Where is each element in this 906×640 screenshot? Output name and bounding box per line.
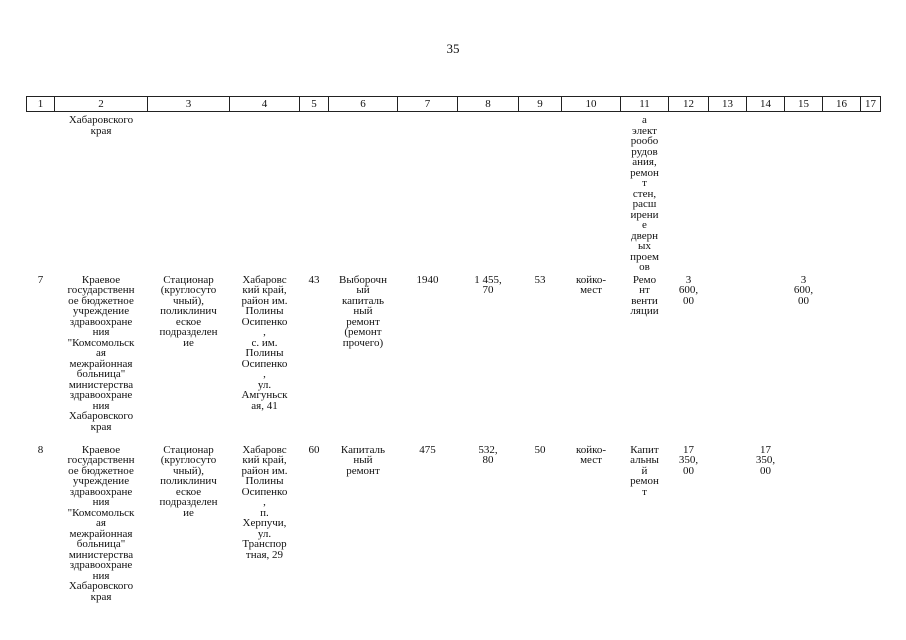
col16-cell bbox=[823, 273, 861, 443]
col17-cell bbox=[861, 443, 881, 615]
unit-measure-cell: койко- мест bbox=[575, 443, 607, 466]
address-cell: Хабаровс кий край, район им. Полины Осипенко , с. им. Полины Осипенко , ул. Амгуньск ая, 41 bbox=[241, 273, 288, 412]
col14-cell bbox=[747, 273, 785, 443]
row-number-cell: 8 bbox=[37, 443, 44, 456]
work-desc-cell: а элект рообо рудов ания, ремон т стен, расш ирени е дверн ых проем ов bbox=[630, 114, 659, 273]
area-cell: 532, 80 bbox=[478, 443, 498, 466]
col5-cell: 43 bbox=[308, 273, 320, 286]
col15-cell bbox=[785, 443, 823, 615]
capital-repair-table bbox=[26, 96, 881, 615]
column-header: 10 bbox=[562, 97, 621, 112]
work-desc-cell: Ремо нт венти ляции bbox=[630, 273, 659, 317]
column-header: 1 bbox=[27, 97, 55, 112]
column-header: 2 bbox=[55, 97, 148, 112]
table-row-continuation bbox=[27, 112, 881, 273]
work-desc-cell: Капит альны й ремон т bbox=[630, 443, 659, 498]
column-header: 17 bbox=[861, 97, 881, 112]
area-cell: 1 455, 70 bbox=[474, 273, 502, 296]
column-header: 3 bbox=[148, 97, 230, 112]
col9-cell: 50 bbox=[534, 443, 546, 456]
work-type-cell: Выборочн ый капиталь ный ремонт (ремонт прочего) bbox=[339, 273, 387, 349]
col12-cell: 17 350, 00 bbox=[678, 443, 699, 477]
institution-cell: Хабаровского края bbox=[68, 114, 134, 137]
unit-cell: Стационар (круглосуто чный), поликлинич еское подразделен ие bbox=[159, 443, 218, 519]
column-header: 7 bbox=[398, 97, 458, 112]
col17-cell bbox=[861, 273, 881, 443]
address-cell: Хабаровс кий край, район им. Полины Осипенко , п. Херпучи, ул. Транспор тная, 29 bbox=[241, 443, 288, 561]
row-number-cell: 7 bbox=[37, 273, 44, 286]
column-header: 4 bbox=[230, 97, 300, 112]
col12-cell: 3 600, 00 bbox=[678, 273, 699, 307]
col14-cell: 17 350, 00 bbox=[755, 443, 776, 477]
unit-measure-cell: койко- мест bbox=[575, 273, 607, 296]
column-header: 11 bbox=[621, 97, 669, 112]
column-number-row bbox=[27, 97, 881, 112]
column-header: 12 bbox=[669, 97, 709, 112]
column-header: 14 bbox=[747, 97, 785, 112]
work-type-cell: Капиталь ный ремонт bbox=[340, 443, 386, 477]
col15-cell: 3 600, 00 bbox=[793, 273, 814, 307]
page-number: 35 bbox=[446, 41, 460, 56]
col5-cell: 60 bbox=[308, 443, 320, 456]
col13-cell bbox=[709, 443, 747, 615]
column-header: 6 bbox=[329, 97, 398, 112]
year-cell: 475 bbox=[419, 443, 436, 456]
column-header: 15 bbox=[785, 97, 823, 112]
column-header: 8 bbox=[458, 97, 519, 112]
column-header: 5 bbox=[300, 97, 329, 112]
year-cell: 1940 bbox=[416, 273, 439, 286]
col16-cell bbox=[823, 443, 861, 615]
column-header: 16 bbox=[823, 97, 861, 112]
institution-cell: Краевое государственн ое бюджетное учреждение здравоохране ния "Комсомольск ая межрайонная больница" министерства здравоохране ния Хабаровского края bbox=[67, 443, 135, 603]
col13-cell bbox=[709, 273, 747, 443]
col9-cell: 53 bbox=[534, 273, 546, 286]
column-header: 13 bbox=[709, 97, 747, 112]
column-header: 9 bbox=[519, 97, 562, 112]
table-row bbox=[27, 443, 881, 615]
institution-cell: Краевое государственн ое бюджетное учреждение здравоохране ния "Комсомольск ая межрайонная больница" министерства здравоохране ния Хабаровского края bbox=[67, 273, 135, 433]
unit-cell: Стационар (круглосуто чный), поликлинич еское подразделен ие bbox=[159, 273, 218, 349]
table-row bbox=[27, 273, 881, 443]
